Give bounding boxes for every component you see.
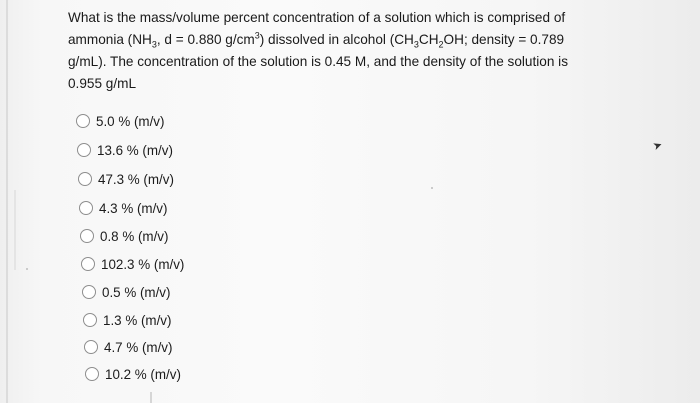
speck-mark (26, 268, 28, 270)
radio-button-icon[interactable] (82, 285, 96, 299)
radio-button-icon[interactable] (83, 313, 97, 327)
answer-option[interactable] (79, 198, 167, 218)
subscript-3: 3 (413, 39, 419, 50)
answer-option[interactable] (80, 226, 168, 246)
answer-option-label: 13.6 % (m/v) (97, 142, 173, 158)
superscript-3: 3 (254, 30, 260, 41)
answer-option[interactable] (76, 111, 164, 131)
radio-button-icon[interactable] (79, 201, 93, 215)
radio-button-icon[interactable] (77, 143, 91, 157)
page-edge-divider (6, 0, 8, 403)
question-text-part: What is the mass/volume percent concentration of a solution which is comprised of ammonia (NH (68, 10, 566, 47)
question-text-part: CH (418, 32, 439, 47)
radio-button-icon[interactable] (81, 257, 95, 271)
answer-option[interactable] (84, 337, 172, 357)
radio-button-icon[interactable] (84, 340, 98, 354)
answer-option-label: 0.5 % (m/v) (102, 284, 171, 300)
radio-button-icon[interactable] (78, 172, 92, 186)
question-text-part: , d = 0.880 g/cm (156, 32, 255, 47)
radio-button-icon[interactable] (76, 114, 90, 128)
page-edge-divider-secondary (14, 190, 16, 270)
radio-button-icon[interactable] (85, 367, 99, 381)
speck-mark (431, 187, 433, 189)
subscript-3: 3 (151, 39, 157, 50)
bottom-edge-mark (150, 392, 152, 403)
answer-option[interactable] (81, 254, 184, 274)
answer-option[interactable] (82, 282, 170, 302)
radio-button-icon[interactable] (80, 229, 94, 243)
answer-option-label: 1.3 % (m/v) (103, 312, 172, 328)
answer-option-label: 102.3 % (m/v) (101, 256, 185, 272)
question-text (68, 7, 573, 95)
question-text-part: OH; density = 0.789 g/mL). The concentration of the solution is 0.45 M, and the density of the solution is 0.955 g/mL (68, 32, 568, 91)
question-text-part: ) dissolved in alcohol (CH (259, 32, 414, 47)
subscript-2: 2 (438, 39, 444, 50)
answer-option-label: 0.8 % (m/v) (100, 228, 169, 244)
answer-option-label: 10.2 % (m/v) (105, 366, 181, 382)
answer-option[interactable] (78, 169, 174, 189)
answer-option-label: 47.3 % (m/v) (98, 171, 174, 187)
answer-option[interactable] (85, 364, 181, 384)
answer-option-label: 5.0 % (m/v) (96, 113, 165, 129)
answer-option-label: 4.3 % (m/v) (99, 200, 168, 216)
answer-option[interactable] (83, 310, 171, 330)
answer-option-label: 4.7 % (m/v) (104, 339, 173, 355)
mouse-cursor-icon: ➤ (651, 138, 665, 154)
answer-option[interactable] (77, 140, 173, 160)
